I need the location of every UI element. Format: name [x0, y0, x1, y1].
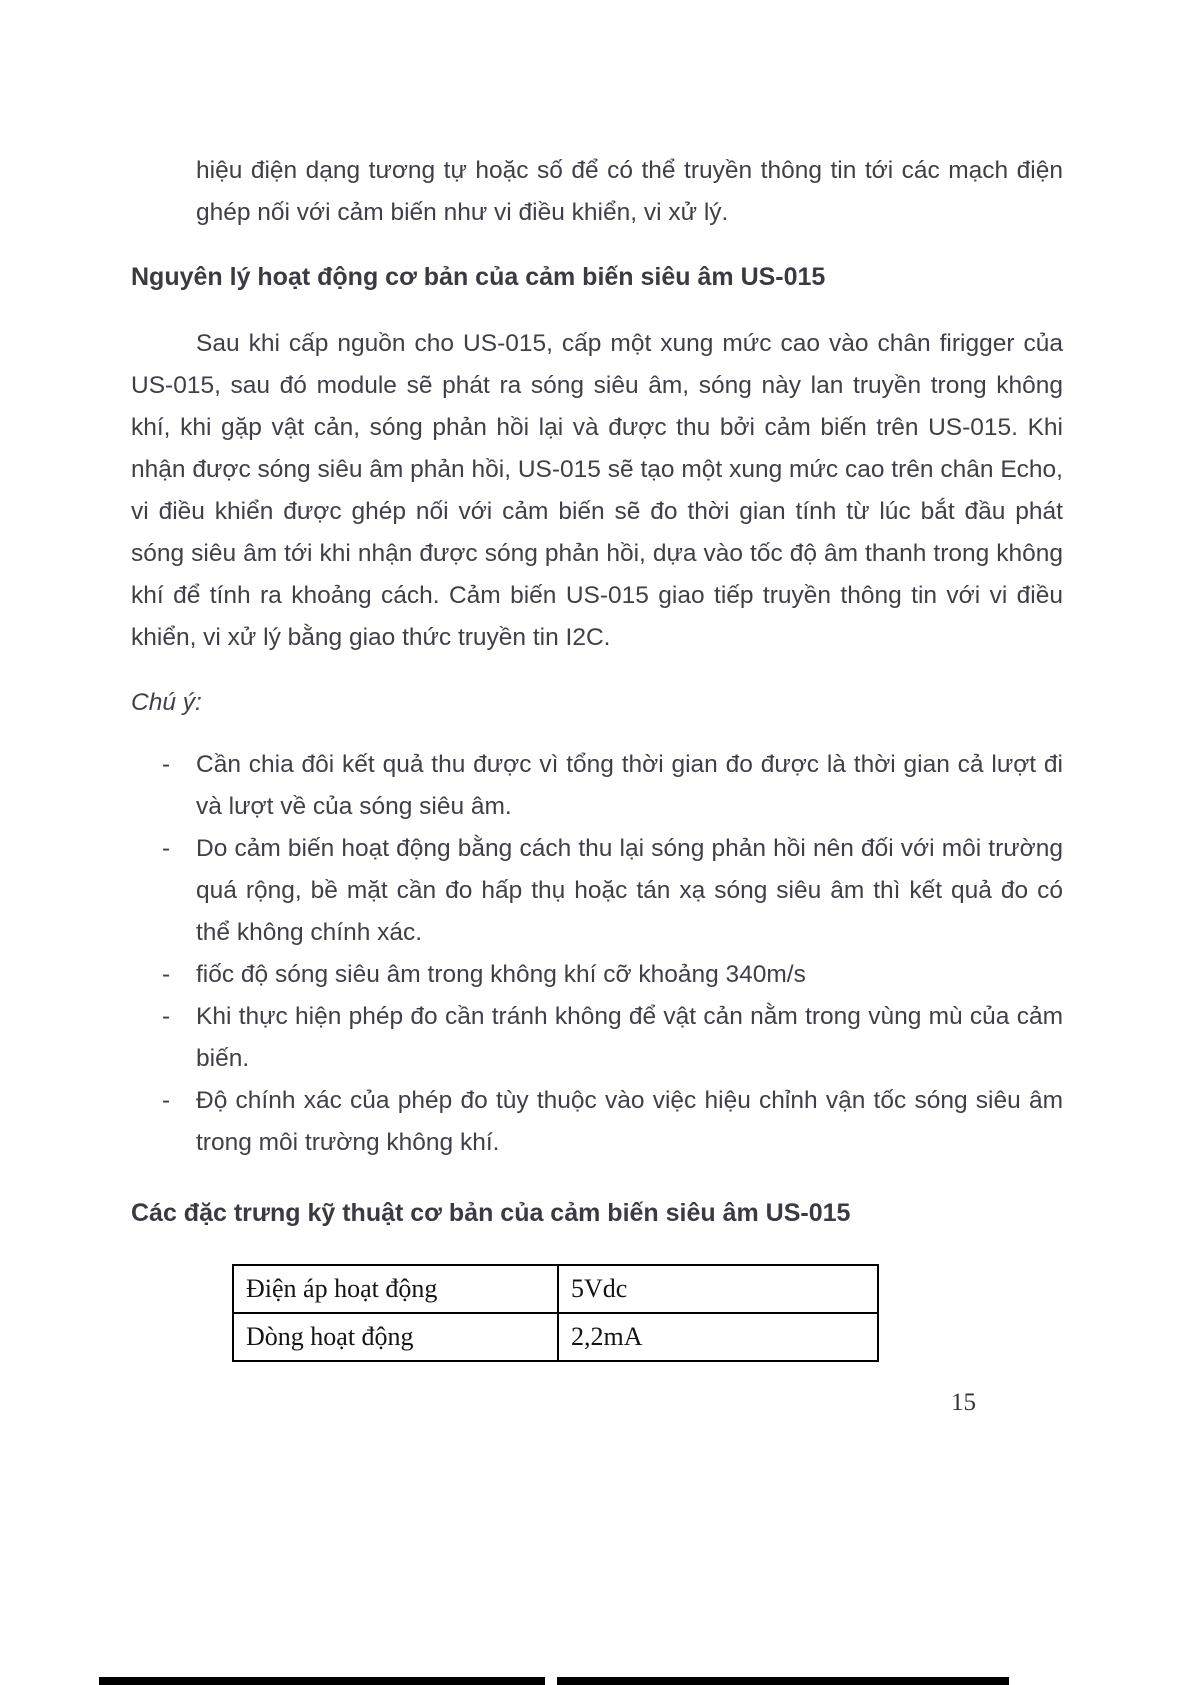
intro-paragraph: hiệu điện dạng tương tự hoặc số để có thể truyền thông tin tới các mạch điện ghép nối với cảm biến như vi điều khiển, vi xử lý.	[196, 157, 1063, 226]
spec-value: 2,2mA	[558, 1313, 878, 1361]
list-item	[162, 744, 1063, 828]
page-number: 15	[951, 1389, 976, 1416]
note-label: Chú ý:	[131, 689, 202, 716]
list-item	[162, 954, 1063, 996]
dash-marker: -	[162, 961, 171, 988]
dash-marker: -	[162, 1003, 171, 1030]
list-item	[162, 996, 1063, 1080]
bottom-image-strip-left	[99, 1677, 545, 1685]
note-text: Cần chia đôi kết quả thu được vì tổng thời gian đo được là thời gian cả lượt đi và lượt về của sóng siêu âm.	[196, 751, 1063, 820]
spec-table	[232, 1264, 879, 1362]
table-row	[233, 1265, 878, 1313]
dash-marker: -	[162, 1087, 171, 1114]
notes-list	[162, 744, 1063, 1164]
bottom-image-strip-right	[557, 1677, 1009, 1685]
note-text: fiốc độ sóng siêu âm trong không khí cỡ khoảng 340m/s	[196, 961, 806, 988]
heading-technical-specs: Các đặc trưng kỹ thuật cơ bản của cảm biến siêu âm US-015	[131, 1199, 851, 1227]
list-item	[162, 828, 1063, 954]
spec-value: 5Vdc	[558, 1265, 878, 1313]
note-text: Khi thực hiện phép đo cần tránh không để vật cản nằm trong vùng mù của cảm biến.	[196, 1003, 1063, 1072]
table-row	[233, 1313, 878, 1361]
spec-label: Dòng hoạt động	[233, 1313, 558, 1361]
dash-marker: -	[162, 835, 171, 862]
main-paragraph: Sau khi cấp nguồn cho US-015, cấp một xung mức cao vào chân firigger của US-015, sau đó module sẽ phát ra sóng siêu âm, sóng này lan truyền trong không khí, khi gặp vật cản, sóng phản hồi lại và được thu bởi cảm biến trên US-015. Khi nhận được sóng siêu âm phản hồi, US-015 sẽ tạo một xung mức cao trên chân Echo, vi điều khiển được ghép nối với cảm biến sẽ đo thời gian tính từ lúc bắt đầu phát sóng siêu âm tới khi nhận được sóng phản hồi, dựa vào tốc độ âm thanh trong không khí để tính ra khoảng cách. Cảm biến US-015 giao tiếp truyền thông tin với vi điều khiển, vi xử lý bằng giao thức truyền tin I2C.	[131, 330, 1063, 651]
spec-label: Điện áp hoạt động	[233, 1265, 558, 1313]
note-text: Do cảm biến hoạt động bằng cách thu lại sóng phản hồi nên đối với môi trường quá rộng, bề mặt cần đo hấp thụ hoặc tán xạ sóng siêu âm thì kết quả đo có thể không chính xác.	[196, 835, 1063, 946]
list-item	[162, 1080, 1063, 1164]
note-text: Độ chính xác của phép đo tùy thuộc vào việc hiệu chỉnh vận tốc sóng siêu âm trong môi trường không khí.	[196, 1087, 1063, 1156]
dash-marker: -	[162, 751, 171, 778]
heading-operating-principle: Nguyên lý hoạt động cơ bản của cảm biến siêu âm US-015	[131, 263, 826, 291]
